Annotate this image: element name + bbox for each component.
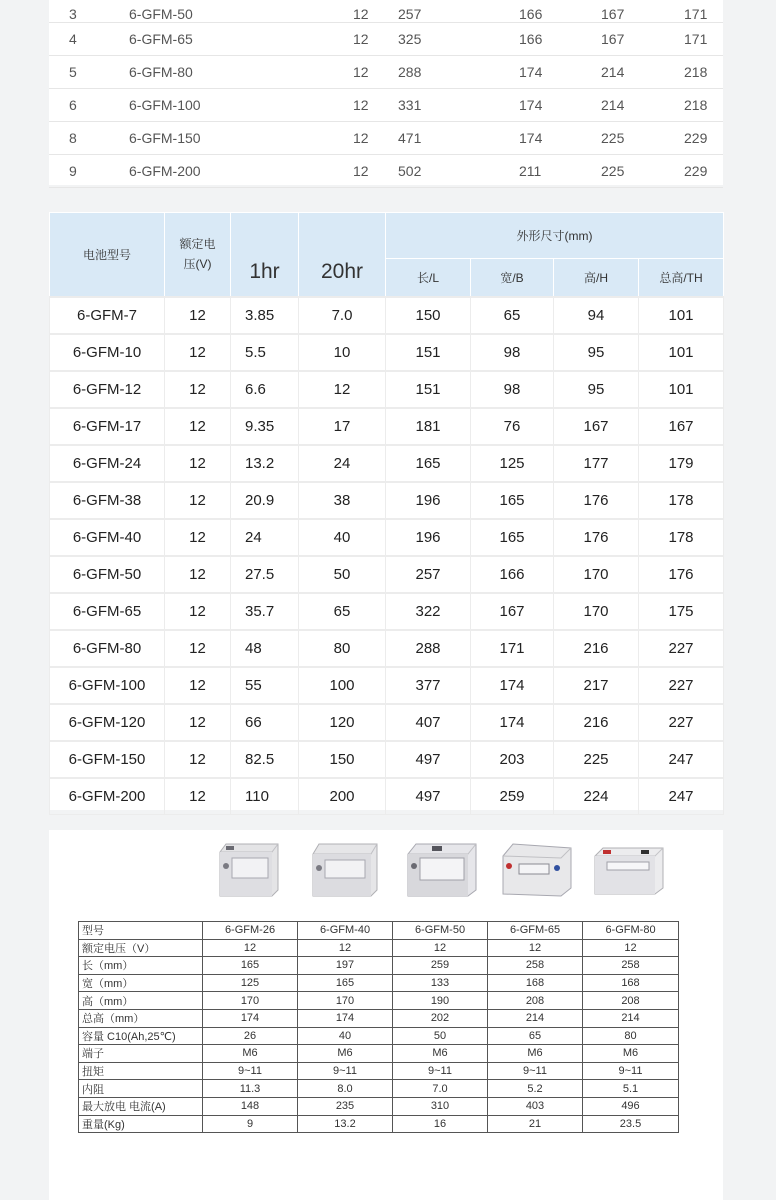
table-cell: 174	[471, 667, 554, 704]
table-row	[50, 371, 724, 408]
table-cell: 176	[554, 482, 639, 519]
spec-cell: 16	[393, 1115, 488, 1133]
table-cell: 178	[639, 519, 724, 556]
table-row	[49, 122, 723, 155]
table-cell: 95	[554, 371, 639, 408]
table-cell: 101	[639, 371, 724, 408]
product-spec-panel	[49, 830, 723, 1200]
spec-cell: 214	[488, 1009, 583, 1027]
table-cell: 38	[299, 482, 386, 519]
table-cell: 174	[494, 89, 579, 122]
spec-cell: 7.0	[393, 1080, 488, 1098]
table-cell: 6-GFM-80	[129, 56, 259, 89]
spec-cell: 9~11	[203, 1062, 298, 1080]
spec-cell: 259	[393, 957, 488, 975]
battery-image-gfm-65	[499, 838, 573, 898]
table-cell: 6-GFM-100	[50, 667, 165, 704]
table-cell: 217	[554, 667, 639, 704]
table-cell: 95	[554, 334, 639, 371]
table-cell: 82.5	[231, 741, 299, 778]
spec-cell: 190	[393, 992, 488, 1010]
table-cell: 6-GFM-150	[50, 741, 165, 778]
header-height: 高/H	[554, 259, 639, 297]
table-cell: 6	[49, 89, 129, 122]
spec-cell: 168	[583, 974, 679, 992]
top-spec-table	[49, 0, 723, 188]
spec-cell: 208	[583, 992, 679, 1010]
table-cell: 12	[259, 89, 394, 122]
table-cell: 6-GFM-50	[50, 556, 165, 593]
table-cell: 166	[494, 0, 579, 23]
table-cell: 227	[639, 630, 724, 667]
table-cell: 8	[49, 122, 129, 155]
spec-cell: 258	[488, 957, 583, 975]
table-cell: 6-GFM-150	[129, 122, 259, 155]
table-cell: 12	[259, 23, 394, 56]
spec-cell: 165	[298, 974, 393, 992]
spec-cell: M6	[298, 1045, 393, 1063]
table-cell: 407	[386, 704, 471, 741]
table-cell: 12	[165, 371, 231, 408]
spec-cell: M6	[583, 1045, 679, 1063]
spec-cell: 9	[203, 1115, 298, 1133]
table-cell: 12	[165, 593, 231, 630]
table-cell: 165	[471, 519, 554, 556]
table-cell: 12	[259, 155, 394, 188]
spec-row-label: 总高（mm）	[79, 1009, 203, 1027]
table-cell: 178	[639, 482, 724, 519]
table-cell: 12	[165, 704, 231, 741]
spec-header-label: 型号	[79, 922, 203, 940]
table-row	[50, 556, 724, 593]
table-cell: 6-GFM-40	[50, 519, 165, 556]
table-cell: 6-GFM-65	[129, 23, 259, 56]
table-cell: 48	[231, 630, 299, 667]
header-voltage	[165, 213, 231, 297]
table-cell: 12	[165, 519, 231, 556]
product-spec-table	[78, 921, 679, 1133]
table-cell: 12	[165, 630, 231, 667]
table-cell: 174	[471, 704, 554, 741]
table-cell: 259	[471, 778, 554, 815]
table-cell: 98	[471, 371, 554, 408]
spec-row	[79, 1115, 679, 1133]
table-cell: 6-GFM-24	[50, 445, 165, 482]
table-cell: 5	[49, 56, 129, 89]
spec-cell: 13.2	[298, 1115, 393, 1133]
table-cell: 65	[471, 297, 554, 334]
spec-cell: 5.2	[488, 1080, 583, 1098]
table-row	[50, 297, 724, 334]
table-cell: 12	[165, 297, 231, 334]
spec-header-model: 6-GFM-80	[583, 922, 679, 940]
spec-cell: 12	[488, 939, 583, 957]
table-cell: 6-GFM-38	[50, 482, 165, 519]
spec-cell: M6	[203, 1045, 298, 1063]
table-cell: 225	[554, 741, 639, 778]
table-cell: 6-GFM-10	[50, 334, 165, 371]
spec-row	[79, 1045, 679, 1063]
table-cell: 35.7	[231, 593, 299, 630]
table-cell: 288	[394, 56, 494, 89]
table-cell: 176	[639, 556, 724, 593]
table-cell: 288	[386, 630, 471, 667]
spec-cell: 174	[298, 1009, 393, 1027]
table-row	[50, 704, 724, 741]
header-dimensions: 外形尺寸(mm)	[386, 213, 724, 259]
spec-cell: 125	[203, 974, 298, 992]
table-cell: 6.6	[231, 371, 299, 408]
battery-image-gfm-26	[212, 838, 286, 898]
table-cell: 12	[165, 445, 231, 482]
table-row	[50, 741, 724, 778]
spec-row	[79, 1062, 679, 1080]
spec-cell: 11.3	[203, 1080, 298, 1098]
battery-image-gfm-50	[404, 838, 478, 898]
table-cell: 9	[49, 155, 129, 188]
table-cell: 17	[299, 408, 386, 445]
spec-header-model: 6-GFM-40	[298, 922, 393, 940]
table-row	[50, 593, 724, 630]
table-row	[50, 667, 724, 704]
spec-cell: 170	[298, 992, 393, 1010]
table-cell: 12	[165, 667, 231, 704]
table-cell: 167	[471, 593, 554, 630]
table-cell: 100	[299, 667, 386, 704]
battery-model-panel	[49, 212, 723, 810]
spec-header-model: 6-GFM-26	[203, 922, 298, 940]
spec-cell: 214	[583, 1009, 679, 1027]
table-cell: 3	[49, 0, 129, 23]
spec-row	[79, 1097, 679, 1115]
spec-cell: 174	[203, 1009, 298, 1027]
header-total-height: 总高/TH	[639, 259, 724, 297]
table-cell: 12	[165, 408, 231, 445]
table-cell: 247	[639, 778, 724, 815]
spec-row	[79, 974, 679, 992]
table-cell: 120	[299, 704, 386, 741]
spec-cell: 202	[393, 1009, 488, 1027]
spec-cell: 9~11	[393, 1062, 488, 1080]
table-cell: 170	[554, 556, 639, 593]
table-cell: 211	[494, 155, 579, 188]
table-cell: 224	[554, 778, 639, 815]
table-cell: 150	[299, 741, 386, 778]
table-cell: 20.9	[231, 482, 299, 519]
spec-row-label: 容量 C10(Ah,25℃)	[79, 1027, 203, 1045]
header-1hr: 1hr	[231, 213, 299, 297]
table-cell: 9.35	[231, 408, 299, 445]
table-cell: 225	[579, 122, 654, 155]
table-cell: 165	[386, 445, 471, 482]
spec-cell: 208	[488, 992, 583, 1010]
table-cell: 10	[299, 334, 386, 371]
table-cell: 377	[386, 667, 471, 704]
table-cell: 3.85	[231, 297, 299, 334]
header-length: 长/L	[386, 259, 471, 297]
table-cell: 200	[299, 778, 386, 815]
spec-row-label: 长（mm）	[79, 957, 203, 975]
table-cell: 165	[471, 482, 554, 519]
table-cell: 98	[471, 334, 554, 371]
header-20hr: 20hr	[299, 213, 386, 297]
table-cell: 167	[579, 23, 654, 56]
table-cell: 6-GFM-17	[50, 408, 165, 445]
table-cell: 12	[165, 482, 231, 519]
table-cell: 216	[554, 704, 639, 741]
table-cell: 55	[231, 667, 299, 704]
table-cell: 167	[579, 0, 654, 23]
table-cell: 6-GFM-200	[129, 155, 259, 188]
table-cell: 50	[299, 556, 386, 593]
table-cell: 196	[386, 519, 471, 556]
spec-row-label: 宽（mm）	[79, 974, 203, 992]
table-cell: 225	[579, 155, 654, 188]
table-cell: 218	[654, 89, 723, 122]
table-cell: 80	[299, 630, 386, 667]
table-cell: 167	[554, 408, 639, 445]
table-cell: 174	[494, 122, 579, 155]
table-cell: 174	[494, 56, 579, 89]
spec-cell: 65	[488, 1027, 583, 1045]
table-cell: 203	[471, 741, 554, 778]
battery-model-table	[49, 212, 724, 815]
spec-row-label: 高（mm）	[79, 992, 203, 1010]
spec-cell: 170	[203, 992, 298, 1010]
table-cell: 177	[554, 445, 639, 482]
spec-cell: 133	[393, 974, 488, 992]
table-cell: 12	[165, 741, 231, 778]
table-cell: 27.5	[231, 556, 299, 593]
table-cell: 24	[299, 445, 386, 482]
table-row	[50, 445, 724, 482]
spec-row	[79, 957, 679, 975]
spec-cell: M6	[393, 1045, 488, 1063]
table-cell: 151	[386, 334, 471, 371]
table-cell: 214	[579, 56, 654, 89]
table-cell: 218	[654, 56, 723, 89]
spec-row	[79, 1009, 679, 1027]
table-cell: 257	[394, 0, 494, 23]
table-cell: 151	[386, 371, 471, 408]
table-cell: 257	[386, 556, 471, 593]
spec-cell: 80	[583, 1027, 679, 1045]
spec-cell: 50	[393, 1027, 488, 1045]
header-voltage-text: 额定电压(V)	[179, 237, 216, 272]
table-cell: 65	[299, 593, 386, 630]
spec-header-row	[79, 922, 679, 940]
table-cell: 325	[394, 23, 494, 56]
table-row	[49, 56, 723, 89]
table-cell: 13.2	[231, 445, 299, 482]
spec-row-label: 内阻	[79, 1080, 203, 1098]
table-cell: 40	[299, 519, 386, 556]
table-cell: 6-GFM-65	[50, 593, 165, 630]
battery-image-gfm-80	[591, 838, 665, 898]
table-cell: 214	[579, 89, 654, 122]
table-row	[49, 23, 723, 56]
spec-row	[79, 1080, 679, 1098]
table-cell: 94	[554, 297, 639, 334]
spec-cell: 165	[203, 957, 298, 975]
table-row	[50, 482, 724, 519]
spec-cell: 21	[488, 1115, 583, 1133]
spec-cell: 403	[488, 1097, 583, 1115]
spec-row-label: 扭矩	[79, 1062, 203, 1080]
spec-cell: 12	[393, 939, 488, 957]
table-cell: 7.0	[299, 297, 386, 334]
table-cell: 502	[394, 155, 494, 188]
table-cell: 125	[471, 445, 554, 482]
header-width: 宽/B	[471, 259, 554, 297]
table-row	[50, 408, 724, 445]
table-cell: 101	[639, 297, 724, 334]
table-cell: 171	[654, 23, 723, 56]
table-cell: 227	[639, 704, 724, 741]
spec-cell: 148	[203, 1097, 298, 1115]
table-cell: 331	[394, 89, 494, 122]
table-cell: 5.5	[231, 334, 299, 371]
table-cell: 229	[654, 122, 723, 155]
spec-cell: 9~11	[298, 1062, 393, 1080]
table-cell: 216	[554, 630, 639, 667]
spec-cell: 258	[583, 957, 679, 975]
spec-row-label: 最大放电 电流(A)	[79, 1097, 203, 1115]
table-cell: 6-GFM-12	[50, 371, 165, 408]
spec-cell: 9~11	[488, 1062, 583, 1080]
table-cell: 175	[639, 593, 724, 630]
spec-cell: 235	[298, 1097, 393, 1115]
table-cell: 110	[231, 778, 299, 815]
table-cell: 229	[654, 155, 723, 188]
table-cell: 179	[639, 445, 724, 482]
spec-cell: 23.5	[583, 1115, 679, 1133]
table-cell: 170	[554, 593, 639, 630]
spec-cell: 310	[393, 1097, 488, 1115]
spec-header-model: 6-GFM-50	[393, 922, 488, 940]
table-cell: 176	[554, 519, 639, 556]
spec-cell: 5.1	[583, 1080, 679, 1098]
spec-cell: 12	[583, 939, 679, 957]
table-cell: 24	[231, 519, 299, 556]
table-cell: 167	[639, 408, 724, 445]
table-cell: 166	[494, 23, 579, 56]
table-cell: 12	[259, 56, 394, 89]
table-cell: 166	[471, 556, 554, 593]
table-cell: 6-GFM-100	[129, 89, 259, 122]
table-cell: 247	[639, 741, 724, 778]
table-cell: 12	[165, 334, 231, 371]
table-cell: 4	[49, 23, 129, 56]
spec-cell: 26	[203, 1027, 298, 1045]
table-cell: 12	[259, 0, 394, 23]
spec-cell: 8.0	[298, 1080, 393, 1098]
spec-row	[79, 939, 679, 957]
table-cell: 6-GFM-80	[50, 630, 165, 667]
table-cell: 171	[654, 0, 723, 23]
table-cell: 150	[386, 297, 471, 334]
spec-cell: M6	[488, 1045, 583, 1063]
table-cell: 12	[165, 778, 231, 815]
spec-row	[79, 1027, 679, 1045]
table-cell: 66	[231, 704, 299, 741]
top-spec-panel	[49, 0, 723, 185]
spec-row-label: 重量(Kg)	[79, 1115, 203, 1133]
spec-cell: 40	[298, 1027, 393, 1045]
table-row	[49, 89, 723, 122]
table-cell: 6-GFM-120	[50, 704, 165, 741]
table-cell: 171	[471, 630, 554, 667]
spec-row-label: 额定电压（V）	[79, 939, 203, 957]
table-cell: 227	[639, 667, 724, 704]
table-cell: 497	[386, 741, 471, 778]
table-row	[50, 519, 724, 556]
header-model: 电池型号	[50, 213, 165, 297]
table-cell: 6-GFM-200	[50, 778, 165, 815]
spec-cell: 496	[583, 1097, 679, 1115]
table-cell: 196	[386, 482, 471, 519]
table-row	[50, 334, 724, 371]
table-row	[50, 778, 724, 815]
table-cell: 471	[394, 122, 494, 155]
table-cell: 12	[165, 556, 231, 593]
table-row	[49, 155, 723, 188]
spec-cell: 12	[203, 939, 298, 957]
spec-row	[79, 992, 679, 1010]
table-row	[50, 630, 724, 667]
spec-cell: 197	[298, 957, 393, 975]
spec-row-label: 端子	[79, 1045, 203, 1063]
spec-header-model: 6-GFM-65	[488, 922, 583, 940]
spec-cell: 9~11	[583, 1062, 679, 1080]
table-cell: 12	[299, 371, 386, 408]
table-cell: 181	[386, 408, 471, 445]
table-cell: 6-GFM-7	[50, 297, 165, 334]
table-cell: 101	[639, 334, 724, 371]
table-cell: 12	[259, 122, 394, 155]
spec-cell: 12	[298, 939, 393, 957]
table-cell: 322	[386, 593, 471, 630]
battery-image-gfm-40	[307, 838, 381, 898]
table-row	[49, 0, 723, 23]
table-cell: 497	[386, 778, 471, 815]
table-cell: 76	[471, 408, 554, 445]
table-cell: 6-GFM-50	[129, 0, 259, 23]
spec-cell: 168	[488, 974, 583, 992]
